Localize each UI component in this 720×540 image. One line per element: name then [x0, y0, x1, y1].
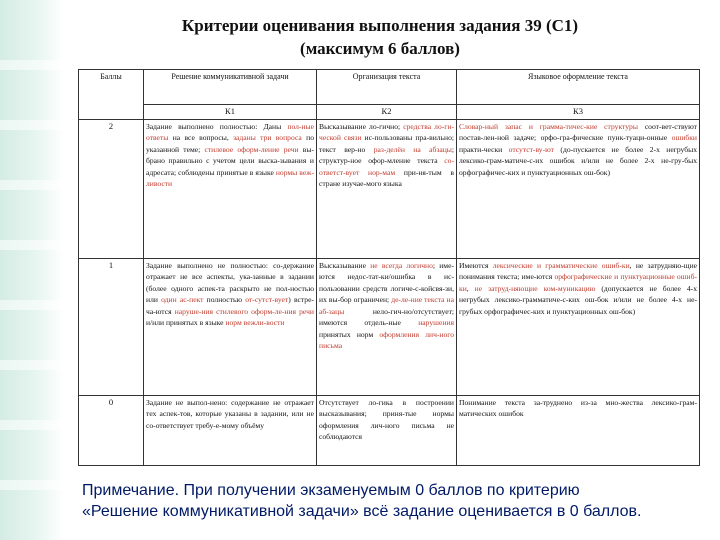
highlighted-text: оформления лич-ного письма — [319, 329, 455, 350]
k2-cell — [317, 395, 457, 465]
highlighted-text: нормы веж-ливости — [146, 167, 314, 188]
text-segment: Высказывание ло-гично; — [319, 121, 404, 131]
text-segment: ; структур-ное офор-мление текста — [319, 144, 454, 165]
text-segment: Понимание текста за-труднено из-за мно-жества лексико-грам-матических ошибок — [459, 397, 697, 418]
title-line-2: (максимум 6 баллов) — [300, 39, 460, 58]
title-line-1: Критерии оценивания выполнения задания 39 (С1) — [181, 16, 579, 35]
text-segment: и/или принятых в языке — [146, 318, 226, 327]
k3-cell — [457, 395, 700, 465]
highlighted-text: ошибки — [671, 133, 697, 142]
table-row — [79, 119, 700, 258]
table-subheader-row — [79, 105, 700, 120]
highlighted-text: один ас-пект — [161, 295, 204, 304]
highlighted-text: нарушения — [418, 318, 454, 327]
highlighted-text: от-сутст-вует — [245, 295, 289, 304]
highlighted-text: стилевое оформ-ление речи — [204, 144, 299, 154]
criteria-table — [78, 69, 700, 466]
text-segment: соот-вет-ствуют постав-лен-ной задаче; орфо-гра-фические пунк-туаци-онные — [459, 121, 697, 142]
text-segment: Задание выполнено не полностью: со-держание отражает не все аспекты, ука-занные в задании (более одного аспек-та раскрыто не пол-ностью или — [146, 260, 314, 304]
text-segment: ис-пользованы пра-вильно; текст вер-но — [319, 133, 454, 154]
highlighted-text: де-ле-ние текста на аб-зацы — [319, 295, 454, 316]
highlighted-text: пол-ные ответы — [146, 121, 314, 142]
k1-cell — [144, 395, 317, 465]
highlighted-text: норм вежли-вости — [225, 318, 285, 327]
k3-cell — [457, 258, 700, 395]
footnote-line-1: Примечание. При получении экзаменуемым 0 баллов по критерию — [82, 482, 580, 499]
text-segment: при-ня-тым в стране изучае-мого языка — [319, 167, 454, 188]
table-row — [79, 258, 700, 395]
score-cell: 2 — [79, 119, 144, 258]
text-segment: (до-пускается не более 2-х негрубых лексико-грам-матиче-с-их ошибок и/или не более 2-х не-гру-бых орфографичес-ких и пунктуационных ош-бок) — [459, 144, 697, 177]
highlighted-text: со-ответст-вует нор-мам — [319, 156, 454, 177]
text-segment: ) встре-ча-ются — [146, 295, 314, 316]
header-score: Баллы — [79, 70, 144, 120]
highlighted-text: орфографические и пунктуационные ошиб-ки — [459, 272, 698, 293]
footnote — [82, 480, 702, 522]
k2-cell — [317, 119, 457, 258]
text-segment: Задание выполнено полностью: Даны — [146, 121, 288, 131]
text-segment: ; име-ются недос-тат-ки/ошибка в ис-пользовании средств логиче-с-койсвя-зи, их вы-бор ограничен; — [319, 260, 455, 304]
text-segment: (допускается не более 4-х негрубых лексико-грамматиче-с-ких ош-бок и/или не более 4-х не-грубых орфографичес-ких и пунктуационных ош-бок) — [459, 283, 698, 316]
text-segment: по указанной теме; — [146, 133, 314, 154]
score-cell: 0 — [79, 395, 144, 465]
text-segment: вы-брано правильно с учетом цели выска-зывания и адресата; соблюдены принятые в языке — [146, 144, 314, 177]
k2-cell — [317, 258, 457, 395]
highlighted-text: отсутст-ву-ют — [508, 144, 555, 154]
subheader-k3: К3 — [457, 105, 700, 120]
text-segment: Задание не выпол-нено: содержание не отражает тех аспек-тов, которые указаны в задании, или не со-ответствует требу-е-мому объёму — [146, 397, 314, 430]
text-segment: Имеются — [459, 260, 493, 270]
highlighted-text: раз-делён на абзацы — [373, 144, 452, 154]
text-segment: , не затрудняю-щие понимания текста; име-ются — [459, 260, 698, 281]
text-segment: , — [466, 283, 475, 293]
footnote-line-2: «Решение коммуникативной задачи» всё задание оценивается в 0 баллов. — [82, 503, 642, 520]
page-title — [110, 14, 650, 60]
table-header-row — [79, 70, 700, 105]
score-cell: 1 — [79, 258, 144, 395]
highlighted-text: наруше-ния стилевого оформ-ле-ния речи — [174, 306, 314, 316]
table-row — [79, 395, 700, 465]
header-k3: Языковое оформление текста — [457, 70, 700, 105]
highlighted-text: заданы три вопроса — [233, 133, 302, 142]
highlighted-text: не всегда логично — [370, 260, 433, 270]
text-segment: полностью — [203, 295, 246, 304]
header-k1: Решение коммуникативной задачи — [144, 70, 317, 105]
highlighted-text: Словар-ный запас и грамма-тичес-кие структуры — [459, 121, 638, 131]
text-segment: на все вопросы, — [168, 133, 234, 142]
text-segment: практи-чески — [459, 144, 509, 154]
header-k2: Организация текста — [317, 70, 457, 105]
decorative-left-stripe — [0, 0, 64, 540]
k1-cell — [144, 119, 317, 258]
highlighted-text: не затруд-няющие ком-муникацию — [474, 283, 596, 293]
highlighted-text: лексические и грамматические ошиб-ки — [492, 260, 630, 270]
text-segment: нело-гич-но/отсутствует; имеются отдель-ные — [319, 306, 454, 327]
highlighted-text: средства ло-ги-ческой связи — [319, 121, 454, 142]
k1-cell — [144, 258, 317, 395]
subheader-k1: К1 — [144, 105, 317, 120]
subheader-k2: К2 — [317, 105, 457, 120]
k3-cell — [457, 119, 700, 258]
text-segment: Отсутствует ло-гика в построении высказывания; приня-тые нормы оформления лич-ного письма не соблюдаются — [319, 397, 454, 441]
text-segment: Высказывание — [319, 260, 371, 270]
text-segment: принятых норм — [319, 329, 380, 339]
